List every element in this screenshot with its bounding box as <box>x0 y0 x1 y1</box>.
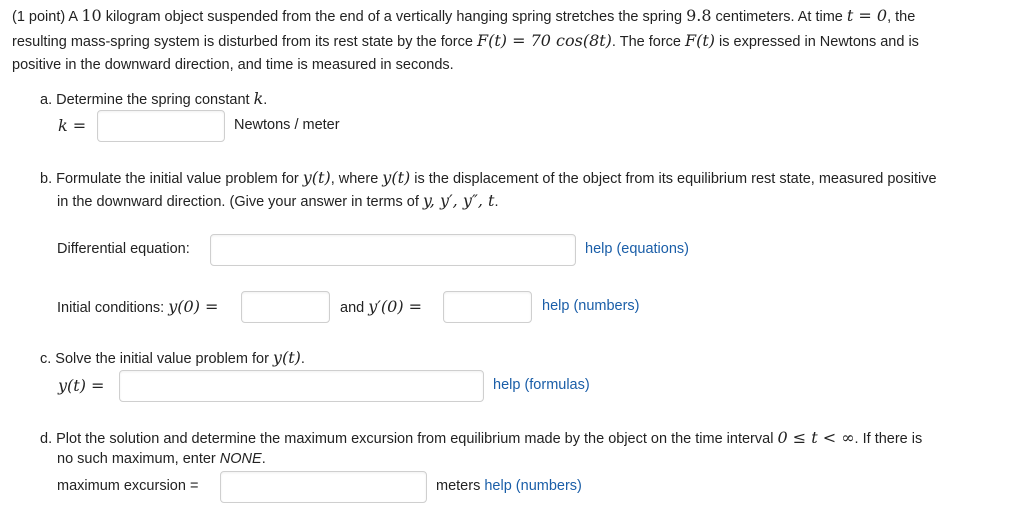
initial-conditions-and: and y′(0) = <box>340 297 423 316</box>
part-b-prompt-line-2: in the downward direction. (Give your answer in terms of y, y′, y″, t. <box>57 191 499 210</box>
stretch-value: 9.8 <box>686 6 712 25</box>
differential-equation-label: Differential equation: <box>57 241 190 257</box>
part-c-prompt: c. Solve the initial value problem for y(t). <box>40 348 305 367</box>
part-d-prompt-line-1: d. Plot the solution and determine the maximum excursion from equilibrium made by the object on the time interval 0 ≤ t < ∞. If there is <box>40 428 923 447</box>
mass-value: 10 <box>81 6 102 25</box>
points-label: (1 point) <box>12 9 66 25</box>
help-formulas-link[interactable]: help (formulas) <box>493 377 590 393</box>
part-b-prompt-line-1: b. Formulate the initial value problem for y(t), where y(t) is the displacement of the object from its equilibrium rest state, measured positive <box>40 168 937 187</box>
problem-line-1: (1 point) A 10 kilogram object suspended from the end of a vertically hanging spring stretches the spring 9.8 centimeters. At time t = 0, the <box>12 6 916 25</box>
maximum-excursion-input[interactable] <box>220 471 427 503</box>
k-label: k = <box>58 116 87 135</box>
problem-line-2: resulting mass-spring system is disturbed from its rest state by the force F(t) = 70 cos(8t). The force F(t) is expressed in Newtons and is <box>12 31 919 50</box>
spring-constant-input[interactable] <box>97 110 225 142</box>
solution-input[interactable] <box>119 370 484 402</box>
help-equations-link[interactable]: help (equations) <box>585 241 689 257</box>
y-prime-0-input[interactable] <box>443 291 532 323</box>
y0-input[interactable] <box>241 291 330 323</box>
initial-conditions-label: Initial conditions: y(0) = <box>57 297 219 316</box>
help-numbers-link-d[interactable]: help (numbers) <box>484 478 582 494</box>
differential-equation-input[interactable] <box>210 234 576 266</box>
time-equation: t = 0 <box>846 6 888 25</box>
maximum-excursion-unit: meters help (numbers) <box>436 478 582 494</box>
part-a-prompt: a. Determine the spring constant k. <box>40 89 268 108</box>
force-expression: F(t) = 70 cos(8t) <box>476 31 612 50</box>
problem-statement <box>12 4 1012 77</box>
force-symbol: F(t) <box>685 31 716 50</box>
k-unit: Newtons / meter <box>234 117 340 133</box>
maximum-excursion-label: maximum excursion = <box>57 478 199 494</box>
help-numbers-link[interactable]: help (numbers) <box>542 298 640 314</box>
problem-line-3: positive in the downward direction, and time is measured in seconds. <box>12 57 454 73</box>
part-d-prompt-line-2: no such maximum, enter NONE. <box>57 451 266 467</box>
y-of-t-label: y(t) = <box>58 376 105 395</box>
